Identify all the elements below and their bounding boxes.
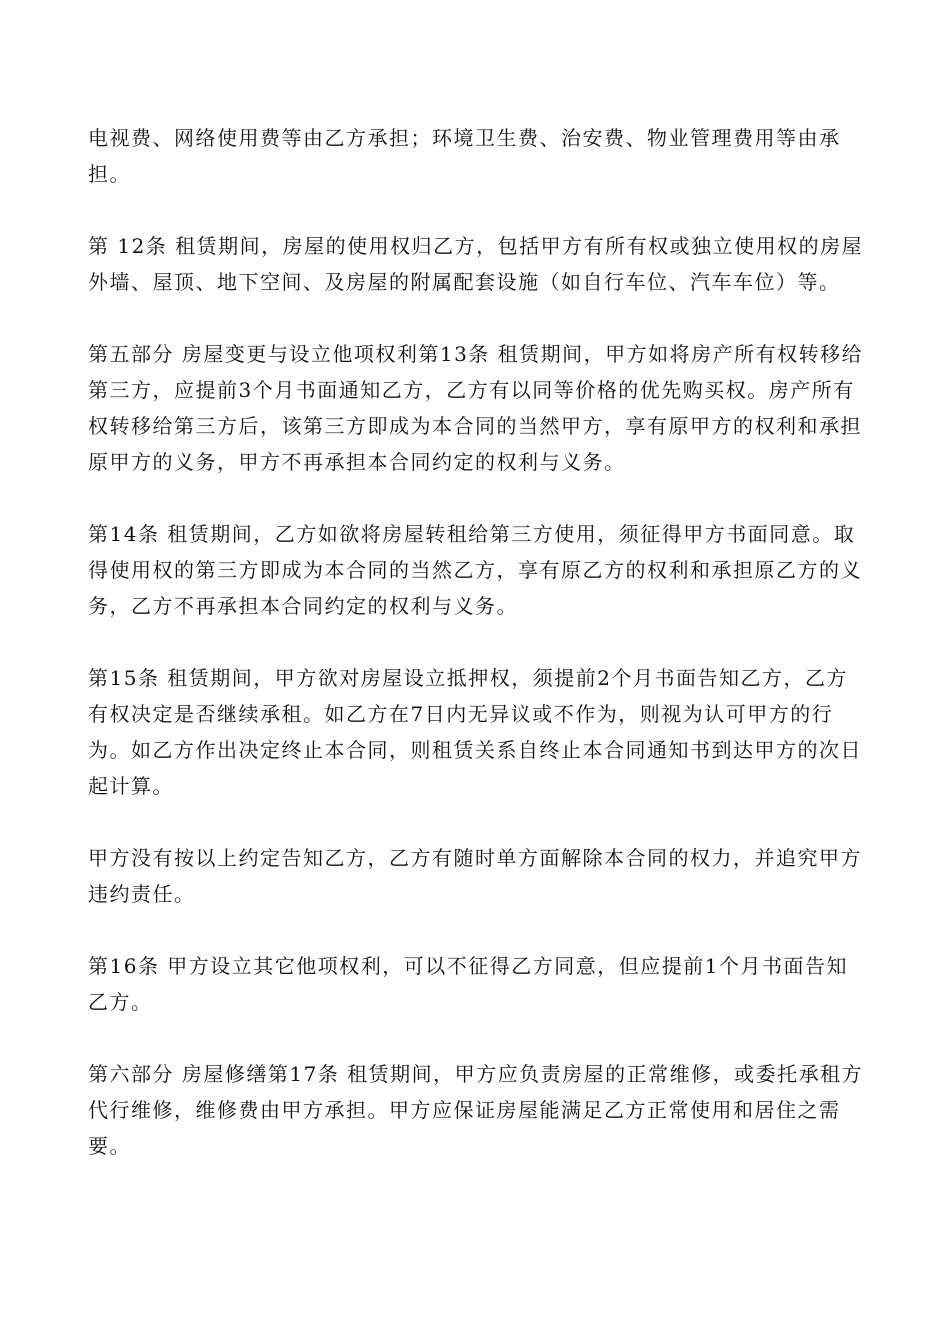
paragraph-article-15: 第15条 租赁期间，甲方欲对房屋设立抵押权，须提前2个月书面告知乙方，乙方有权决定是否继续承租。如乙方在7日内无异议或不作为，则视为认可甲方的行为。如乙方作出决定终止本合同，则租赁关系自终止本合同通知书到达甲方的次日起计算。 (88, 666, 862, 798)
document-body (88, 120, 868, 1200)
paragraph-breach-notice: 甲方没有按以上约定告知乙方，乙方有随时单方面解除本合同的权力，并追究甲方违约责任。 (88, 846, 862, 906)
paragraph-fees: 电视费、网络使用费等由乙方承担；环境卫生费、治安费、物业管理费用等由承担。 (88, 126, 841, 186)
paragraph-part-5-article-13: 第五部分 房屋变更与设立他项权利第13条 租赁期间，甲方如将房产所有权转移给第三方，应提前3个月书面通知乙方，乙方有以同等价格的优先购买权。房产所有权转移给第三方后，该第三方即成为本合同的当然甲方，享有原甲方的权利和承担原甲方的义务，甲方不再承担本合同约定的权利与义务。 (88, 342, 864, 474)
paragraph-article-12: 第 12条 租赁期间，房屋的使用权归乙方，包括甲方有所有权或独立使用权的房屋外墙、屋顶、地下空间、及房屋的附属配套设施（如自行车位、汽车车位）等。 (88, 234, 864, 294)
paragraph-part-6-article-17: 第六部分 房屋修缮第17条 租赁期间，甲方应负责房屋的正常维修，或委托承租方代行维修，维修费由甲方承担。甲方应保证房屋能满足乙方正常使用和居住之需要。 (88, 1062, 864, 1158)
paragraph-article-16: 第16条 甲方设立其它他项权利，可以不征得乙方同意，但应提前1个月书面告知乙方。 (88, 954, 849, 1014)
paragraph-article-14: 第14条 租赁期间，乙方如欲将房屋转租给第三方使用，须征得甲方书面同意。取得使用权的第三方即成为本合同的当然乙方，享有原乙方的权利和承担原乙方的义务，乙方不再承担本合同约定的权利与义务。 (88, 522, 862, 618)
